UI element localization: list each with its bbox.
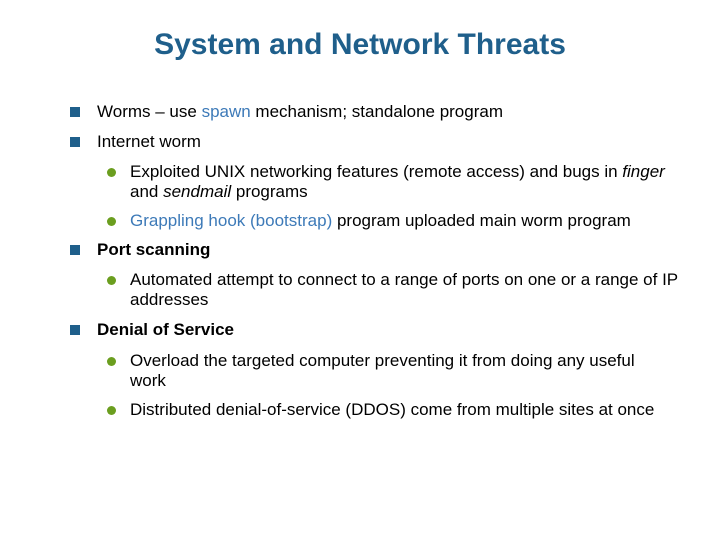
round-bullet-icon xyxy=(107,168,116,177)
bullet-worms xyxy=(97,102,697,122)
square-bullet-icon xyxy=(70,325,80,335)
worms-rest: mechanism; standalone program xyxy=(250,102,503,121)
round-bullet-icon xyxy=(107,217,116,226)
slide-title: System and Network Threats xyxy=(154,28,566,61)
unix-text-b: programs xyxy=(231,182,308,201)
spawn-term: spawn xyxy=(201,102,251,121)
square-bullet-icon xyxy=(70,107,80,117)
sendmail-term: sendmail xyxy=(163,182,232,201)
sub-bullet-unix-exploit xyxy=(130,162,700,202)
unix-text-a: Exploited UNIX networking features (remote access) and bugs in xyxy=(130,162,623,181)
sub-bullet-port-scan: Automated attempt to connect to a range of ports on one or a range of IP addresses xyxy=(130,270,678,309)
grappling-hook-rest: program uploaded main worm program xyxy=(332,211,631,230)
round-bullet-icon xyxy=(107,357,116,366)
sub-bullet-ddos: Distributed denial-of-service (DDOS) come from multiple sites at once xyxy=(130,400,655,419)
finger-term: finger xyxy=(622,162,665,181)
bullet-internet-worm: Internet worm xyxy=(97,132,201,151)
sub-bullet-overload: Overload the targeted computer preventing it from doing any useful work xyxy=(130,351,635,390)
square-bullet-icon xyxy=(70,245,80,255)
worms-label: Worms xyxy=(97,102,151,121)
square-bullet-icon xyxy=(70,137,80,147)
grappling-hook-term: Grappling hook (bootstrap) xyxy=(130,211,333,230)
round-bullet-icon xyxy=(107,406,116,415)
unix-text-and: and xyxy=(130,182,164,201)
sub-bullet-grappling-hook xyxy=(130,211,700,231)
round-bullet-icon xyxy=(107,276,116,285)
worms-sep: – use xyxy=(150,102,202,121)
bullet-denial-of-service: Denial of Service xyxy=(97,320,235,339)
bullet-port-scanning: Port scanning xyxy=(97,240,211,259)
